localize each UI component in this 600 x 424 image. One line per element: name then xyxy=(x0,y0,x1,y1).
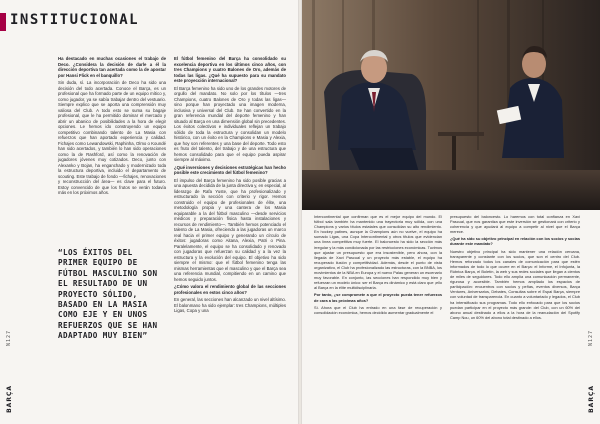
question-text: ¿Cómo valora el rendimiento global de las secciones profesionales en estos cinco años? xyxy=(174,284,286,295)
section-title: INSTITUCIONAL xyxy=(10,12,140,28)
question-text: El fútbol femenino del Barça ha consolidado su excelencia deportiva en los últimos cinco años, con tres Champions y cuatro Balones de Oro, además de todas las ligas. ¿Qué ha supuesto para su mandato este proyección internacional? xyxy=(174,56,286,83)
answer-text: En general, las secciones han alcanzado un nivel altísimo. El balonmano ha sido ejemplar: tres Champions, múltiples Ligas, Copa y una xyxy=(174,297,286,313)
right-column-1 xyxy=(314,214,442,317)
question-text: Ha destacado en muchas ocasiones el trabajo de Deco. ¿Considera la decisión de darle a él la dirección deportiva tan acertada como la de apostar por Hansi Flick en el banquillo? xyxy=(58,56,166,78)
answer-text: Sin duda, sí. La incorporación de Deco ha sido una decisión del todo acertada. Conoce el Barça, es un profesional que ha formado parte de un equipo mítico y, como jugador, ya se sabía trabajar dentro del vestuario. Siempre explico que se aporta una comprensión muy valiosa del Club. A todo esto se suma su bagaje profesional, que le ha permitido dominar el mercado y abrir un abanico de posibilidades a la hora de elegir opciones. Le hemos ido construyendo un equipo competitivo combinando talento de La Masia con refuerzos que han aportado experiencia y calidad. Fichajes como Lewandowski, Raphinha, Olmo o Koundé han sido acertados, y también lo han sido operaciones como la de Rashford, así como la renovación de jugadores jóvenes muy cotizados. Deco, junto con Alexanko y Bojan, ha enganchado y modernizado toda la estructura deportiva, incluido el departamento de scouting. Este trabajo de fondo —fichajes, renovaciones y reconstrucción del área— es clave para el futuro. Estoy convencido de que los frutos se verán todavía más en los próximos años. xyxy=(58,80,166,195)
answer-text: El Barça femenino ha sido uno de los grandes motores de orgullo del mandato. No solo por los títulos —tres Champions, cuatro Balones de Oro y todas las ligas— sino porque han proyectado una imagen moderna, inclusiva y universal del Club. Se han convertido en la gran referencia mundial del deporte femenino y han situado al Barça en una dimensión global sin precedentes. Los éxitos colectivos e individuales reflejan un trabajo sólido de toda la estructura y consolidan un modelo histórico, con un éxito en la Champions e Masia y Alexia, que hoy son referentes y una base del deporte. Todo esto es fruto del talento, del trabajo y de una estructura que hemos consolidado para que el equipo pueda aspirar siempre al máximo. xyxy=(174,85,286,162)
answer-text: Intercontinental que confirman que es el mejor equipo del mundo. El fútbol sala también ha mantenido una trayectoria muy sólida, con una Champions y varios títulos estatales que consolidan su alto rendimiento. En hockey patines, aunque la Champions aún no vuelve, el equipo ha sumado Ligas, una Copa Intercontinental y otros títulos que evidencian una línea competitiva muy fuerte. El baloncesto ha sido la sección más irregular y la más condicionada por las restricciones económicas. Tuvimos que ajustar un presupuesto que era insostenible, pero ahora, con la llegada de Xavi Pascual y un proyecto más estable, el equipo ha recuperado ilusión y competitividad. Además, desde el punto de vista organizativo, el Club ha profesionalizado las estructuras, con la BNBA, los movimientos de la NBA en Europa y el nuevo Palau generan un escenario muy favorable. En conjunto, las secciones han respondido muy bien y refuerzan un modelo único: ser el Barça es dinámico y está claro que ¡ello al Barça en la élite multidisciplinaria. xyxy=(314,214,443,291)
brand-label: BARÇA xyxy=(587,385,595,413)
issue-number: N127 xyxy=(6,330,12,347)
question-text: ¿Qué inversiones y decisiones estratégicas han hecho posible este crecimiento del fútbol femenino? xyxy=(174,164,287,175)
left-column-1 xyxy=(58,56,166,198)
question-text: Por tanto, ¿se compromete a que el proyecto pueda tener refuerzos de cara a las próximas años? xyxy=(314,292,442,303)
issue-number: N127 xyxy=(588,330,594,347)
answer-text: El impulso del Barça femenino ha sido posible gracias a una apuesta decidida de la junta directiva y, en especial, al liderazgo de Rafa Yuste, que ha profesionalizado y estructurado la sección con criterio y rigor. Hemos construido el equipo de profesionales de élite, una metodología propia y una cantera de los Masia equiparable a la del fútbol masculino —desde servicios médicos y preparación física hasta instalaciones y recursos de rendimiento—. También hemos potenciado el talento de La Masia, ofreciendo a las jugadoras un marco real hacia el primer equipo y generando un círculo de éxitos: jugadoras como Aitana, Alexia, Patri o Pina. Paralelamente, el equipo se ha consolidado y renovado con jugadoras que refuerzan su calidad y a la vez la estructura y la evolución del equipo. El objetivo ha sido siempre el mismo: que el fútbol femenino tenga las mismas herramientas que el masculino y que el Barça sea una referencia mundial, compitiendo en un camino que hemos seguido juntos. xyxy=(174,177,286,282)
left-brand-tab xyxy=(3,385,15,413)
answer-text: presupuesto del baloncesto. Lo haremos con total confianza en Xavi Pascual, que nos garantiza que este inversión se gestionará con criterio y coherencia y que ayudará al equipo a competir al nivel que el Barça merece. xyxy=(450,214,580,235)
right-issue-tab xyxy=(585,330,597,346)
left-column-2 xyxy=(174,56,286,316)
right-column-2 xyxy=(450,214,580,322)
right-page xyxy=(302,0,600,424)
right-brand-tab xyxy=(585,385,597,413)
brand-label: BARÇA xyxy=(5,385,13,413)
answer-text: Nuestro objetivo principal ha sido mantener una relación cercana, transparente y constante con los socios, que son el centro del Club. Hemos reforzado todos los canales de comunicación para que estén informados de todo lo que ocurre en el Barça: el Informe, el Infojunta, la Rúbrica Barça, el Boletín, la web y sus redes sociales que llegan a cientos de miles de seguidores. Todo ello amplía una comunicación permanente, rigurosa y accesible. También hemos ampliado los espacios de participación: encuentros con socios y peñas, eventos diversos, Barça Ventures, Aniversarios, Debates, Consultas sobre el Espai Barça, siempre con voluntad de transparencia. En cuanto a voluntariado y legados, el Club ha intensificado sus programas. Todo ello enfocado para que los socios puedan participar en el proyecto más grande: del Club, con un 60% del abono anual destinado a ellos a la hora de la reanudación del Spotify Camp Nou, un 60% del abono total destinado a ellos. xyxy=(450,248,580,320)
pull-quote: “LOS ÉXITOS DEL PRIMER EQUIPO DE FÚTBOL MASCULINO SON EL RESULTADO DE UN PROYECTO SÓLIDO, BASADO EN LA MASIA COMO EJE Y EN UNOS REFUERZOS QUE SE HAN ADAPTADO MUY BIEN” xyxy=(58,248,158,341)
left-page xyxy=(0,0,298,424)
answer-text: Sí. Ahora que el Club ha entrado en una fase de recuperación y consolidación económica, hemos decidido aumentar gradualmente el xyxy=(314,304,442,315)
interview-photo xyxy=(302,0,600,210)
interview-scene xyxy=(302,0,600,210)
question-text: ¿Qué ha sido su objetivo principal en relación con los socios y socias durante este mandato? xyxy=(450,236,580,247)
section-marker xyxy=(0,13,6,31)
left-issue-tab xyxy=(3,330,15,346)
